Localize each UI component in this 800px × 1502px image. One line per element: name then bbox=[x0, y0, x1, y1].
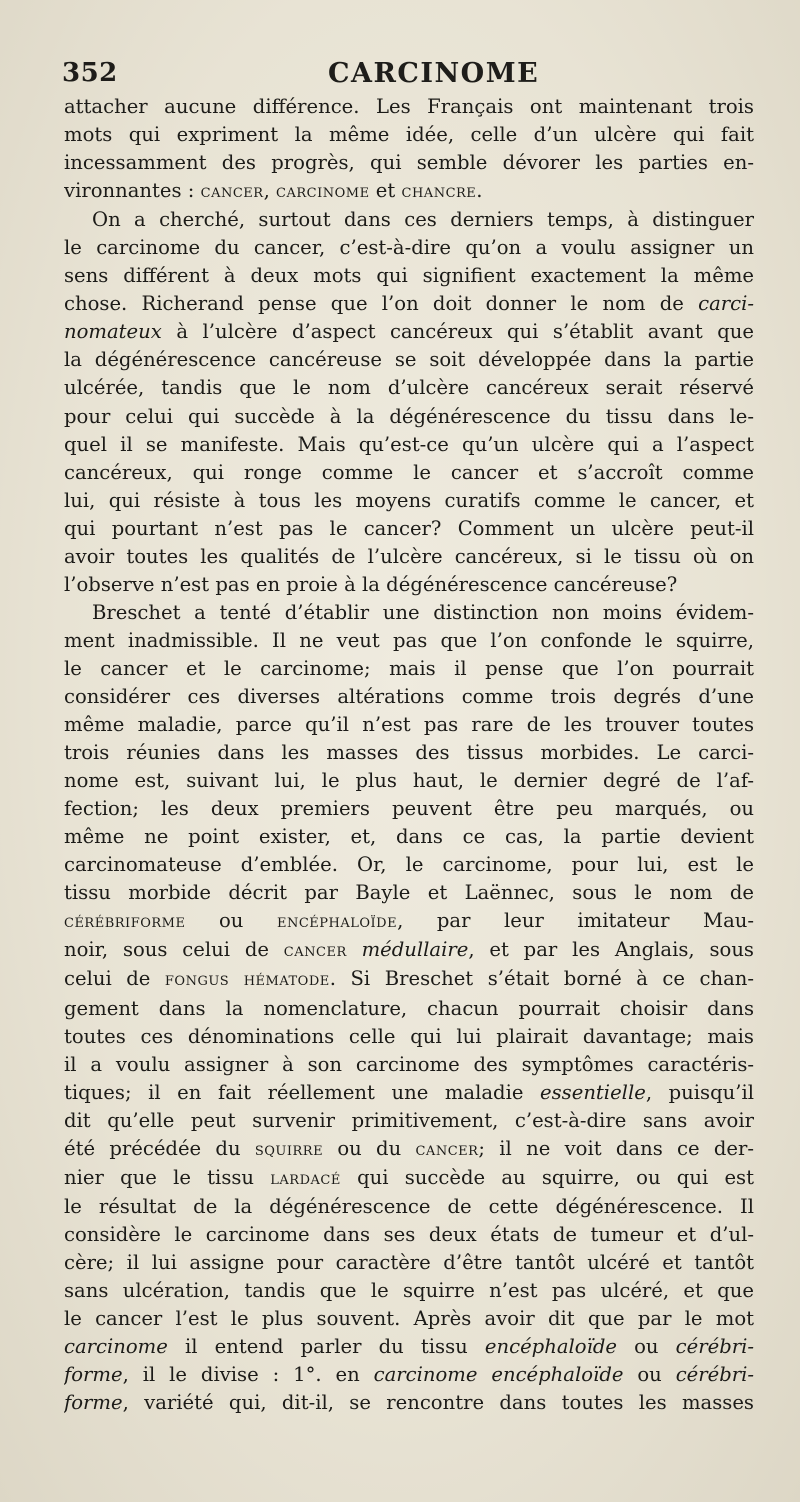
italic-term: forme bbox=[64, 1391, 123, 1415]
text-line bbox=[64, 403, 754, 431]
text-run: nier que le tissu bbox=[64, 1165, 271, 1189]
text-line bbox=[64, 739, 754, 767]
text-line bbox=[64, 936, 754, 965]
text-run: ou du bbox=[323, 1136, 416, 1160]
text-run: été précédée du bbox=[64, 1136, 255, 1160]
text-run: considérer ces diverses altérations comme trois degrés d’une bbox=[64, 684, 754, 708]
text-run: . bbox=[476, 179, 483, 203]
text-run: lui, qui résiste à tous les moyens curatifs comme le cancer, et bbox=[64, 488, 754, 512]
text-run: et bbox=[369, 179, 402, 203]
text-line bbox=[64, 374, 754, 402]
text-run: même maladie, parce qu’il n’est pas rare de les trouver toutes bbox=[64, 713, 754, 737]
text-run: ou bbox=[623, 1363, 676, 1387]
small-caps-term: carcinome bbox=[276, 181, 370, 203]
text-run: tiques; il en fait réellement une maladie bbox=[64, 1080, 541, 1104]
text-line bbox=[64, 1079, 754, 1107]
text-run: gement dans la nomenclature, chacun pourrait choisir dans bbox=[64, 996, 754, 1020]
text-line bbox=[64, 965, 754, 994]
small-caps-term: cancer bbox=[283, 940, 347, 962]
text-run: toutes ces dénominations celle qui lui plairait davantage; mais bbox=[64, 1024, 754, 1048]
text-run: vironnantes : bbox=[64, 179, 201, 203]
text-run: trois réunies dans les masses des tissus morbides. Le carci- bbox=[64, 741, 754, 765]
running-head bbox=[60, 58, 750, 92]
body-text bbox=[64, 93, 754, 1417]
text-line bbox=[64, 851, 754, 879]
text-line bbox=[64, 571, 754, 599]
text-line bbox=[64, 1361, 754, 1389]
text-line bbox=[64, 995, 754, 1023]
italic-term: nomateux bbox=[64, 320, 162, 344]
text-line bbox=[64, 767, 754, 795]
text-line bbox=[64, 1221, 754, 1249]
text-run: tissu morbide décrit par Bayle et Laënnec, sous le nom de bbox=[64, 881, 754, 905]
text-run: nome est, suivant lui, le plus haut, le dernier degré de l’af- bbox=[64, 769, 754, 793]
text-run: le cancer l’est le plus souvent. Après avoir dit que par le mot bbox=[64, 1307, 754, 1331]
text-run: carcinomateuse d’emblée. Or, le carcinome, pour lui, est le bbox=[64, 853, 754, 877]
small-caps-term: chancre bbox=[401, 181, 477, 203]
text-line bbox=[64, 318, 754, 346]
text-line bbox=[64, 1277, 754, 1305]
italic-term: médullaire bbox=[361, 938, 469, 962]
text-run: même ne point exister, et, dans ce cas, la partie devient bbox=[64, 825, 754, 849]
text-line bbox=[64, 206, 754, 234]
text-run: avoir toutes les qualités de l’ulcère cancéreux, si le tissu où on bbox=[64, 544, 754, 568]
text-run: dit qu’elle peut survenir primitivement, c’est-à-dire sans avoir bbox=[64, 1108, 754, 1132]
text-line bbox=[64, 93, 754, 121]
text-run: mots qui expriment la même idée, celle d’un ulcère qui fait bbox=[64, 123, 754, 147]
text-run: celui de bbox=[64, 967, 165, 991]
text-run: . Si Breschet s’était borné à ce chan- bbox=[329, 967, 754, 991]
text-line bbox=[64, 655, 754, 683]
text-run: le carcinome du cancer, c’est-à-dire qu’on a voulu assigner un bbox=[64, 236, 754, 260]
italic-term: cérébri- bbox=[675, 1363, 754, 1387]
text-line bbox=[64, 234, 754, 262]
text-line bbox=[64, 487, 754, 515]
text-run: cère; il lui assigne pour caractère d’être tantôt ulcéré et tantôt bbox=[64, 1250, 754, 1274]
text-run: , bbox=[263, 179, 277, 203]
small-caps-term: squirre bbox=[254, 1138, 324, 1160]
running-title: CARCINOME bbox=[328, 58, 540, 89]
text-line bbox=[64, 346, 754, 374]
text-line bbox=[64, 1389, 754, 1417]
text-run: , il le divise : 1°. en bbox=[122, 1363, 374, 1387]
text-line bbox=[64, 711, 754, 739]
text-run: à l’ulcère d’aspect cancéreux qui s’établit avant que bbox=[161, 320, 754, 344]
text-run: Breschet a tenté d’établir une distinction non moins évidem- bbox=[92, 600, 754, 624]
text-run: sens différent à deux mots qui signifient exactement la même bbox=[64, 264, 754, 288]
text-line bbox=[64, 459, 754, 487]
text-line bbox=[64, 515, 754, 543]
small-caps-term: fongus hématode bbox=[164, 969, 330, 991]
text-run: On a cherché, surtout dans ces derniers temps, à distinguer bbox=[92, 208, 754, 232]
text-run: sans ulcération, tandis que le squirre n’est pas ulcéré, et que bbox=[64, 1278, 754, 1302]
text-line bbox=[64, 1023, 754, 1051]
italic-term: forme bbox=[64, 1363, 123, 1387]
small-caps-term: cérébriforme bbox=[64, 911, 186, 933]
text-line bbox=[64, 1305, 754, 1333]
text-line bbox=[64, 262, 754, 290]
italic-term: cérébri- bbox=[675, 1335, 754, 1359]
italic-term: carcinome bbox=[64, 1335, 168, 1359]
text-run: pour celui qui succède à la dégénérescence du tissu dans le- bbox=[64, 404, 754, 428]
text-run: , puisqu’il bbox=[645, 1080, 754, 1104]
italic-term: encéphaloïde bbox=[484, 1335, 617, 1359]
text-line bbox=[64, 1135, 754, 1164]
text-line bbox=[64, 543, 754, 571]
text-line bbox=[64, 627, 754, 655]
small-caps-term: cancer bbox=[415, 1138, 479, 1160]
italic-term: carcinome encéphaloïde bbox=[373, 1363, 624, 1387]
text-run: qui pourtant n’est pas le cancer? Comment un ulcère peut-il bbox=[64, 516, 754, 540]
text-run: ou bbox=[185, 909, 277, 933]
text-run: l’observe n’est pas en proie à la dégénérescence cancéreuse? bbox=[64, 572, 678, 596]
text-line bbox=[64, 599, 754, 627]
italic-term: carci- bbox=[698, 292, 754, 316]
text-line bbox=[64, 683, 754, 711]
text-run: , par leur imitateur Mau- bbox=[397, 909, 754, 933]
text-run: chose. Richerand pense que l’on doit donner le nom de bbox=[64, 292, 699, 316]
small-caps-term: lardacé bbox=[270, 1167, 341, 1189]
text-run: fection; les deux premiers peuvent être peu marqués, ou bbox=[64, 797, 754, 821]
text-line bbox=[64, 1193, 754, 1221]
text-line bbox=[64, 1249, 754, 1277]
text-run: cancéreux, qui ronge comme le cancer et s’accroît comme bbox=[64, 460, 754, 484]
text-run: incessamment des progrès, qui semble dévorer les parties en- bbox=[64, 151, 754, 175]
text-run: , et par les Anglais, sous bbox=[468, 938, 754, 962]
text-line bbox=[64, 823, 754, 851]
text-run: quel il se manifeste. Mais qu’est-ce qu’un ulcère qui a l’aspect bbox=[64, 432, 754, 456]
text-line bbox=[64, 1107, 754, 1135]
text-run: ulcérée, tandis que le nom d’ulcère cancéreux serait réservé bbox=[64, 376, 754, 400]
text-run: ; il ne voit dans ce der- bbox=[478, 1136, 754, 1160]
text-line bbox=[64, 1164, 754, 1193]
text-line bbox=[64, 907, 754, 936]
text-run: le résultat de la dégénérescence de cette dégénérescence. Il bbox=[64, 1194, 754, 1218]
italic-term: essentielle bbox=[540, 1080, 646, 1104]
text-line bbox=[64, 795, 754, 823]
text-run: il entend parler du tissu bbox=[167, 1335, 485, 1359]
small-caps-term: cancer bbox=[200, 181, 264, 203]
text-run: il a voulu assigner à son carcinome des symptômes caractéris- bbox=[64, 1052, 754, 1076]
text-run: ou bbox=[616, 1335, 676, 1359]
text-line bbox=[64, 1051, 754, 1079]
text-line bbox=[64, 121, 754, 149]
text-run bbox=[347, 938, 362, 961]
page-number: 352 bbox=[62, 58, 118, 88]
text-run: la dégénérescence cancéreuse se soit développée dans la partie bbox=[64, 348, 754, 372]
text-run: , variété qui, dit-il, se rencontre dans toutes les masses bbox=[122, 1391, 754, 1415]
text-line bbox=[64, 177, 754, 206]
small-caps-term: encéphaloïde bbox=[276, 911, 398, 933]
text-line bbox=[64, 1333, 754, 1361]
text-run: le cancer et le carcinome; mais il pense que l’on pourrait bbox=[64, 656, 754, 680]
text-run: noir, sous celui de bbox=[64, 938, 284, 962]
text-run: attacher aucune différence. Les Français ont maintenant trois bbox=[64, 95, 754, 118]
text-run: considère le carcinome dans ses deux états de tumeur et d’ul- bbox=[64, 1222, 754, 1246]
text-run: ment inadmissible. Il ne veut pas que l’on confonde le squirre, bbox=[64, 628, 754, 652]
text-line bbox=[64, 149, 754, 177]
text-line bbox=[64, 290, 754, 318]
text-line bbox=[64, 431, 754, 459]
text-line bbox=[64, 879, 754, 907]
text-run: qui succède au squirre, ou qui est bbox=[340, 1165, 754, 1189]
